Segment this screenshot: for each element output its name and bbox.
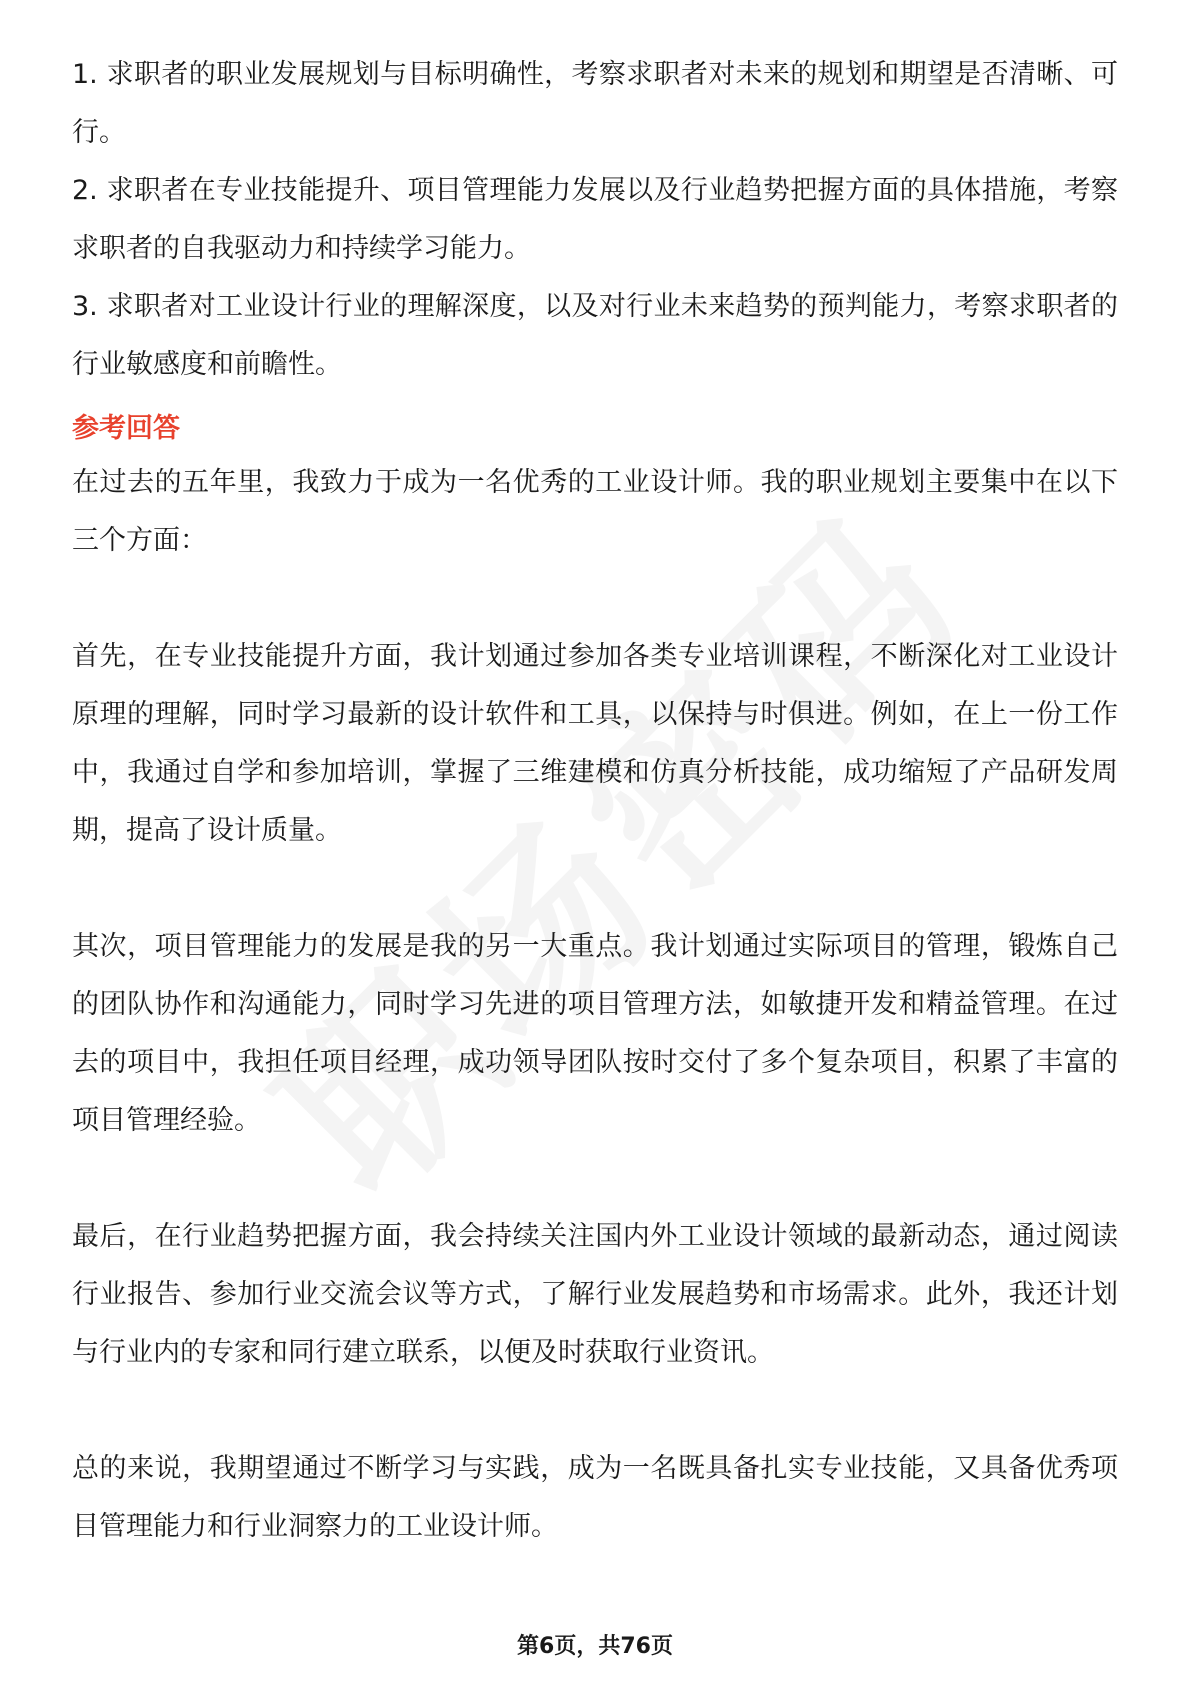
paragraph-gap: [72, 860, 1118, 918]
answer-first: 首先，在专业技能提升方面，我计划通过参加各类专业培训课程，不断深化对工业设计原理的理解，同时学习最新的设计软件和工具，以保持与时俱进。例如，在上一份工作中，我通过自学和参加培训，掌握了三维建模和仿真分析技能，成功缩短了产品研发周期，提高了设计质量。: [72, 641, 1118, 846]
answer-heading: 参考回答: [72, 413, 180, 444]
question-item-1: 1. 求职者的职业发展规划与目标明确性，考察求职者对未来的规划和期望是否清晰、可行。: [72, 59, 1118, 148]
paragraph-gap: [72, 570, 1118, 628]
answer-intro: 在过去的五年里，我致力于成为一名优秀的工业设计师。我的职业规划主要集中在以下三个方面：: [72, 467, 1118, 556]
page-number: 第6页，共76页: [517, 1634, 673, 1659]
answer-last: 最后，在行业趋势把握方面，我会持续关注国内外工业设计领域的最新动态，通过阅读行业报告、参加行业交流会议等方式，了解行业发展趋势和市场需求。此外，我还计划与行业内的专家和同行建立联系，以便及时获取行业资讯。: [72, 1221, 1118, 1368]
question-item-2: 2. 求职者在专业技能提升、项目管理能力发展以及行业趋势把握方面的具体措施，考察求职者的自我驱动力和持续学习能力。: [72, 175, 1118, 264]
document-body: [72, 46, 1118, 1556]
paragraph-gap: [72, 1150, 1118, 1208]
answer-summary: 总的来说，我期望通过不断学习与实践，成为一名既具备扎实专业技能，又具备优秀项目管理能力和行业洞察力的工业设计师。: [72, 1453, 1118, 1542]
answer-second: 其次，项目管理能力的发展是我的另一大重点。我计划通过实际项目的管理，锻炼自己的团队协作和沟通能力，同时学习先进的项目管理方法，如敏捷开发和精益管理。在过去的项目中，我担任项目经理，成功领导团队按时交付了多个复杂项目，积累了丰富的项目管理经验。: [72, 931, 1118, 1136]
paragraph-gap: [72, 1382, 1118, 1440]
question-item-3: 3. 求职者对工业设计行业的理解深度，以及对行业未来趋势的预判能力，考察求职者的行业敏感度和前瞻性。: [72, 291, 1118, 380]
